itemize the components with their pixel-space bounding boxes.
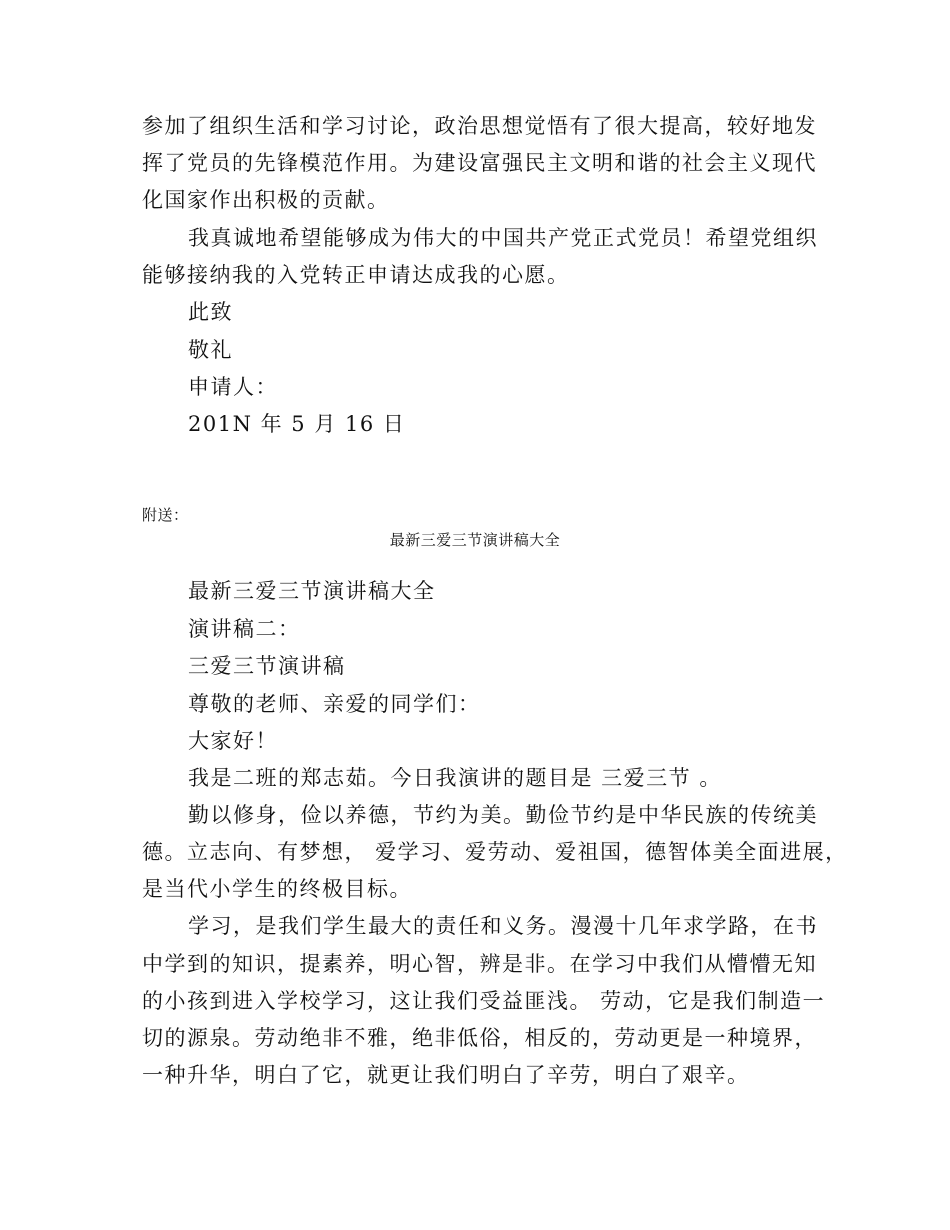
para1-line-2: 德。立志向、有梦想， 爱学习、爱劳动、爱祖国，德智体美全面进展，: [142, 840, 848, 864]
para2-line-4: 切的源泉。劳动绝非不雅，绝非低俗，相反的，劳动更是一种境界，: [142, 1026, 817, 1050]
speech-greeting: 大家好！: [188, 729, 278, 753]
speech-intro: 我是二班的郑志茹。今日我演讲的题目是 三爱三节 。: [188, 766, 722, 790]
letter-line-1: 参加了组织生活和学习讨论，政治思想觉悟有了很大提高，较好地发: [142, 114, 817, 138]
speech-salutation: 尊敬的老师、亲爱的同学们：: [188, 692, 481, 716]
letter-line-3: 化国家作出积极的贡献。: [142, 188, 390, 212]
para2-line-3: 的小孩到进入学校学习，这让我们受益匪浅。 劳动，它是我们制造一: [142, 989, 826, 1013]
applicant-label: 申请人：: [188, 375, 278, 399]
speech-heading-1: 最新三爱三节演讲稿大全: [188, 579, 436, 603]
para2-line-5: 一种升华，明白了它，就更让我们明白了辛劳，明白了艰辛。: [142, 1063, 750, 1087]
appendix-title: 最新三爱三节演讲稿大全: [389, 531, 561, 549]
closing-greeting: 此致: [188, 300, 233, 324]
speech-heading-2: 演讲稿二：: [188, 617, 301, 641]
appendix-label: 附送：: [142, 506, 189, 524]
wish-line-1: 我真诚地希望能够成为伟大的中国共产党正式党员！希望党组织: [188, 226, 818, 250]
speech-heading-3: 三爱三节演讲稿: [188, 654, 346, 678]
para2-line-2: 中学到的知识，提素养，明心智，辨是非。在学习中我们从懵懵无知: [142, 952, 817, 976]
para1-line-3: 是当代小学生的终极目标。: [142, 877, 412, 901]
wish-line-2: 能够接纳我的入党转正申请达成我的心愿。: [142, 263, 570, 287]
closing-salute: 敬礼: [188, 338, 233, 362]
letter-date: 201N 年 5 月 16 日: [188, 412, 406, 436]
para1-line-1: 勤以修身，俭以养德，节约为美。勤俭节约是中华民族的传统美: [188, 803, 818, 827]
letter-line-2: 挥了党员的先锋模范作用。为建设富强民主文明和谐的社会主义现代: [142, 151, 817, 175]
para2-line-1: 学习，是我们学生最大的责任和义务。漫漫十几年求学路，在书: [188, 914, 818, 938]
